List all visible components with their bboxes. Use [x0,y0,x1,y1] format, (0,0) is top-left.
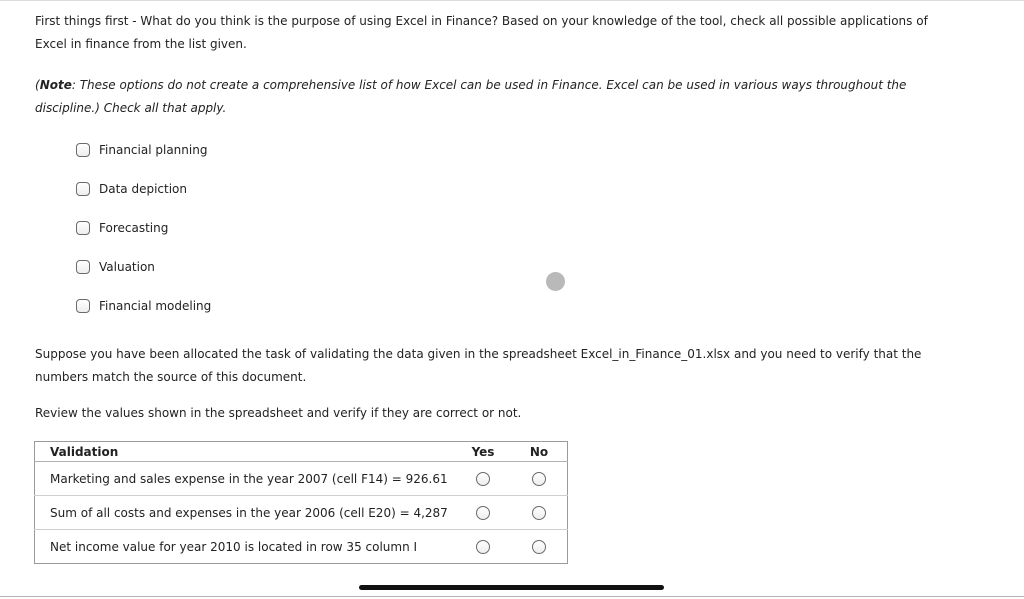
no-radio[interactable] [532,472,546,486]
option-financial-planning[interactable] [76,141,211,180]
options-checklist [76,141,211,336]
no-cell [511,530,568,564]
yes-radio[interactable] [476,472,490,486]
touch-indicator-dot [546,272,565,291]
bottom-divider [0,596,1024,597]
option-financial-modeling[interactable] [76,297,211,336]
no-radio[interactable] [532,506,546,520]
validation-statement: Sum of all costs and expenses in the year 2006 (cell E20) = 4,287 [35,496,456,530]
note-label: Note [39,78,72,92]
checkbox[interactable] [76,221,90,235]
table-row [35,462,568,496]
checkbox[interactable] [76,182,90,196]
option-label: Valuation [99,260,155,274]
table-row [35,496,568,530]
option-label: Financial planning [99,143,208,157]
checkbox[interactable] [76,299,90,313]
yes-cell [455,462,511,496]
option-forecasting[interactable] [76,219,211,258]
top-divider [0,0,1024,1]
option-valuation[interactable] [76,258,211,297]
home-indicator-bar[interactable] [359,585,664,590]
table-header-row [35,442,568,462]
option-data-depiction[interactable] [76,180,211,219]
validation-statement: Marketing and sales expense in the year 2007 (cell F14) = 926.61 [35,462,456,496]
no-cell [511,496,568,530]
checkbox[interactable] [76,260,90,274]
question-intro: First things first - What do you think is the purpose of using Excel in Finance? Based on your knowledge of the tool, check all possible applications of Excel in finance from the list given. [35,14,928,51]
no-cell [511,462,568,496]
yes-cell [455,530,511,564]
yes-radio[interactable] [476,506,490,520]
yes-radio[interactable] [476,540,490,554]
table-row [35,530,568,564]
review-text: Review the values shown in the spreadsheet and verify if they are correct or not. [35,406,522,420]
validation-statement: Net income value for year 2010 is located in row 35 column I [50,539,418,554]
validation-table [34,441,568,564]
note-open-paren: ( [35,78,40,92]
option-label: Financial modeling [99,299,212,313]
yes-cell [455,496,511,530]
header-no: No [511,442,568,462]
option-label: Data depiction [99,182,188,196]
header-yes: Yes [455,442,511,462]
option-label: Forecasting [99,221,169,235]
scenario-text: Suppose you have been allocated the task of validating the data given in the spreadsheet Excel_in_Finance_01.xlsx and you need to verify that the numbers match the source of this document. [35,347,922,384]
header-validation: Validation [35,442,456,462]
note-paragraph [35,74,935,120]
checkbox[interactable] [76,143,90,157]
no-radio[interactable] [532,540,546,554]
note-text: : These options do not create a comprehensive list of how Excel can be used in Finance. Excel can be used in various ways throughout the discipline.) Check all that apply. [35,78,907,115]
